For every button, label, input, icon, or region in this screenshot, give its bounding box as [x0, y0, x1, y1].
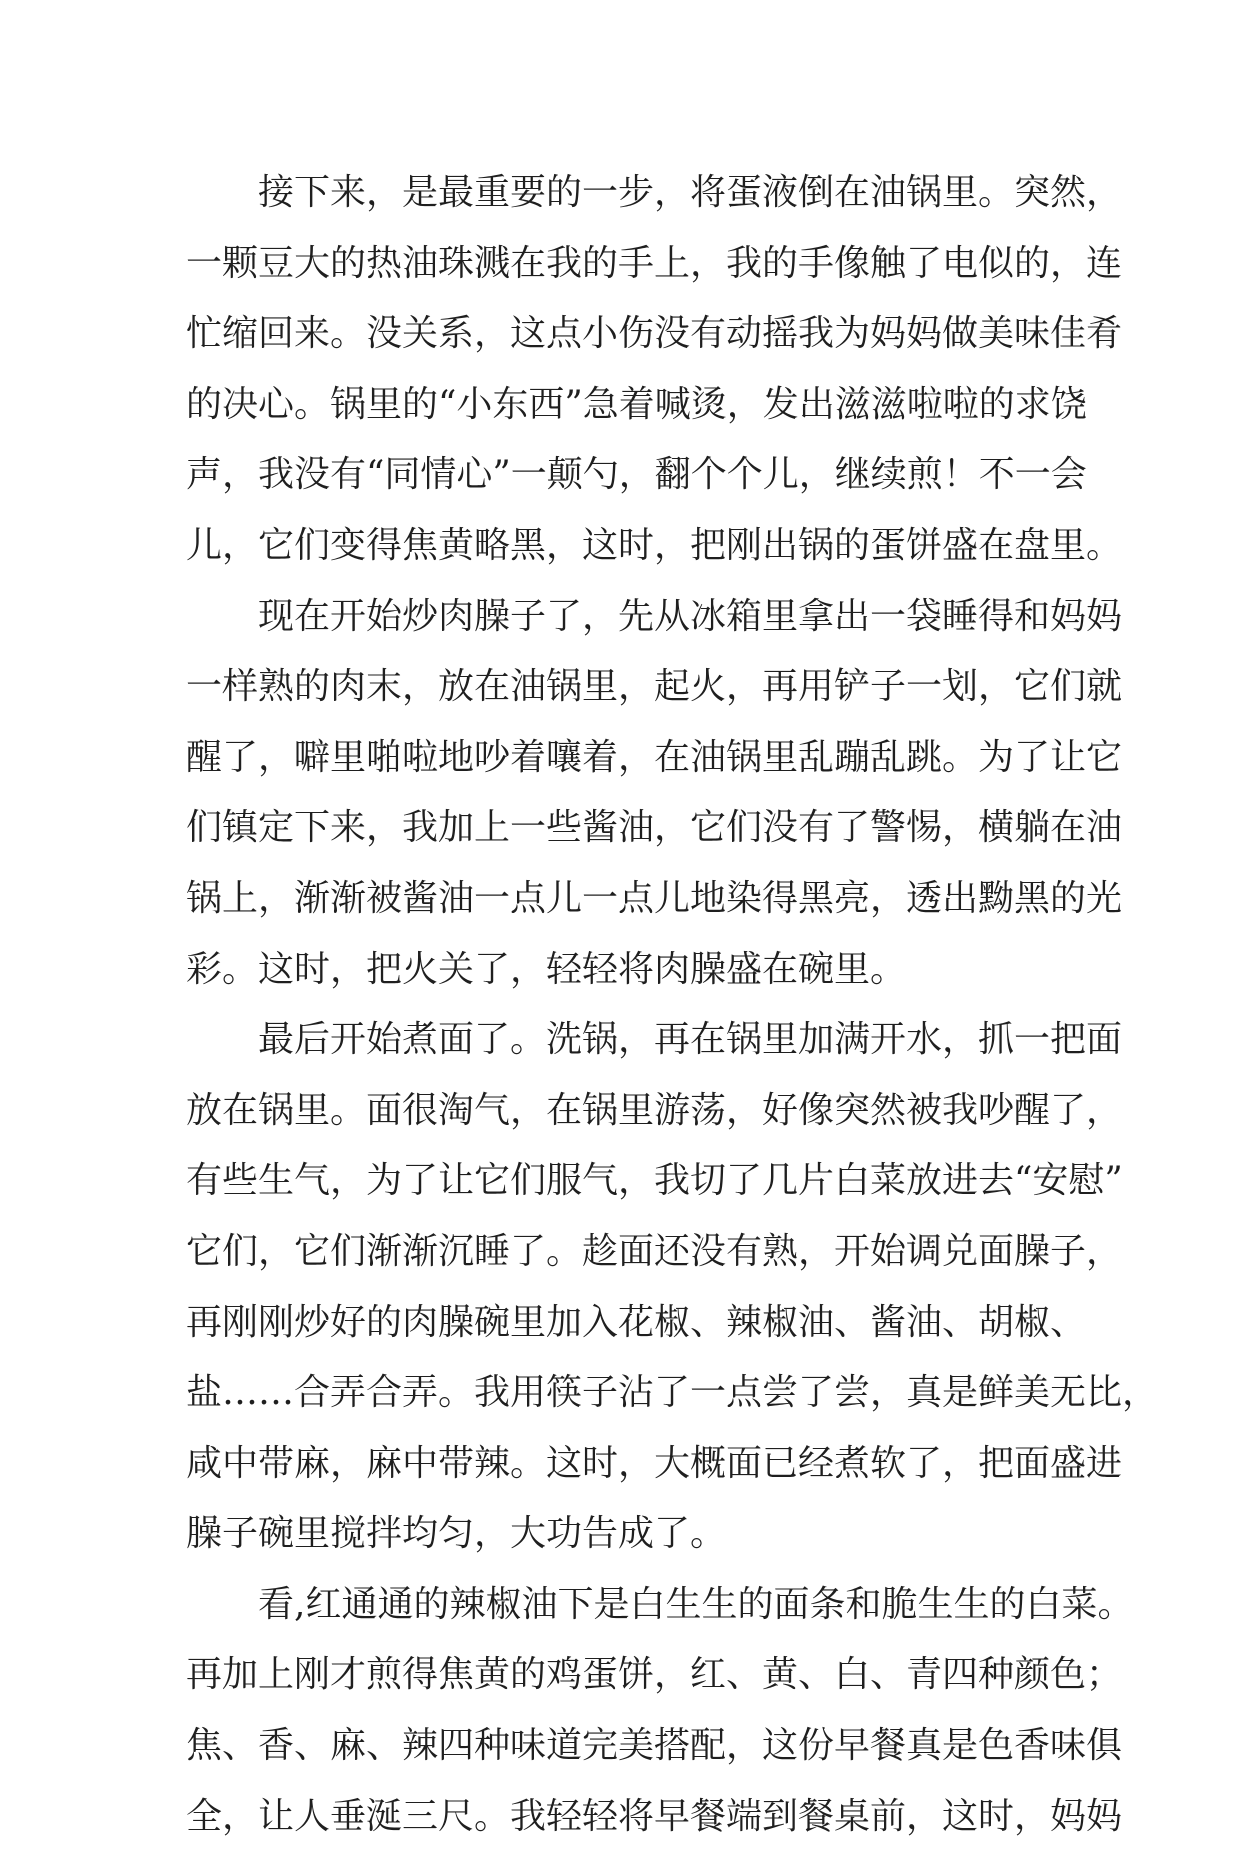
text-line: 臊子碗里搅拌均匀，大功告成了。: [186, 1513, 727, 1555]
text-line: 看,红通通的辣椒油下是白生生的面条和脆生生的白菜。: [258, 1583, 1134, 1625]
text-line: 最后开始煮面了。洗锅，再在锅里加满开水，抓一把面: [258, 1019, 1123, 1061]
text-line: 焦、香、麻、辣四种味道完美搭配，这份早餐真是色香味俱: [186, 1725, 1123, 1767]
text-line: 一样熟的肉末，放在油锅里，起火，再用铲子一划，它们就: [186, 666, 1123, 708]
text-line: 锅上，渐渐被酱油一点儿一点儿地染得黑亮，透出黝黑的光: [186, 877, 1123, 919]
text-line: 全，让人垂涎三尺。我轻轻将早餐端到餐桌前，这时，妈妈: [186, 1795, 1123, 1837]
text-line: 再刚刚炒好的肉臊碗里加入花椒、辣椒油、酱油、胡椒、: [186, 1301, 1087, 1343]
text-line: 的决心。锅里的“小东西”急着喊烫，发出滋滋啦啦的求饶: [186, 383, 1087, 425]
text-line: 咸中带麻，麻中带辣。这时，大概面已经煮软了，把面盛进: [186, 1442, 1123, 1484]
text-line: 它们，它们渐渐沉睡了。趁面还没有熟，开始调兑面臊子，: [186, 1230, 1123, 1272]
text-line: 忙缩回来。没关系，这点小伤没有动摇我为妈妈做美味佳肴: [186, 313, 1123, 355]
text-line: 声，我没有“同情心”一颠勺，翻个个儿，继续煎！不一会: [186, 454, 1087, 496]
text-line: 儿，它们变得焦黄略黑，这时，把刚出锅的蛋饼盛在盘里。: [186, 524, 1123, 566]
text-line: 再加上刚才煎得焦黄的鸡蛋饼，红、黄、白、青四种颜色；: [186, 1654, 1123, 1696]
essay-body: [186, 158, 1159, 1852]
text-line: 放在锅里。面很淘气，在锅里游荡，好像突然被我吵醒了，: [186, 1089, 1123, 1131]
text-line: 接下来，是最重要的一步，将蛋液倒在油锅里。突然，: [258, 172, 1123, 213]
text-line: 们镇定下来，我加上一些酱油，它们没有了警惕，横躺在油: [186, 807, 1123, 849]
text-line: 有些生气，为了让它们服气，我切了几片白菜放进去“安慰”: [186, 1160, 1123, 1202]
text-line: 一颗豆大的热油珠溅在我的手上，我的手像触了电似的，连: [186, 242, 1123, 284]
text-line: 现在开始炒肉臊子了，先从冰箱里拿出一袋睡得和妈妈: [258, 595, 1123, 637]
text-line: 醒了，噼里啪啦地吵着嚷着，在油锅里乱蹦乱跳。为了让它: [186, 736, 1123, 778]
text-line: 彩。这时，把火关了，轻轻将肉臊盛在碗里。: [186, 948, 907, 990]
text-line: 盐……合弄合弄。我用筷子沾了一点尝了尝，真是鲜美无比，: [186, 1372, 1159, 1414]
